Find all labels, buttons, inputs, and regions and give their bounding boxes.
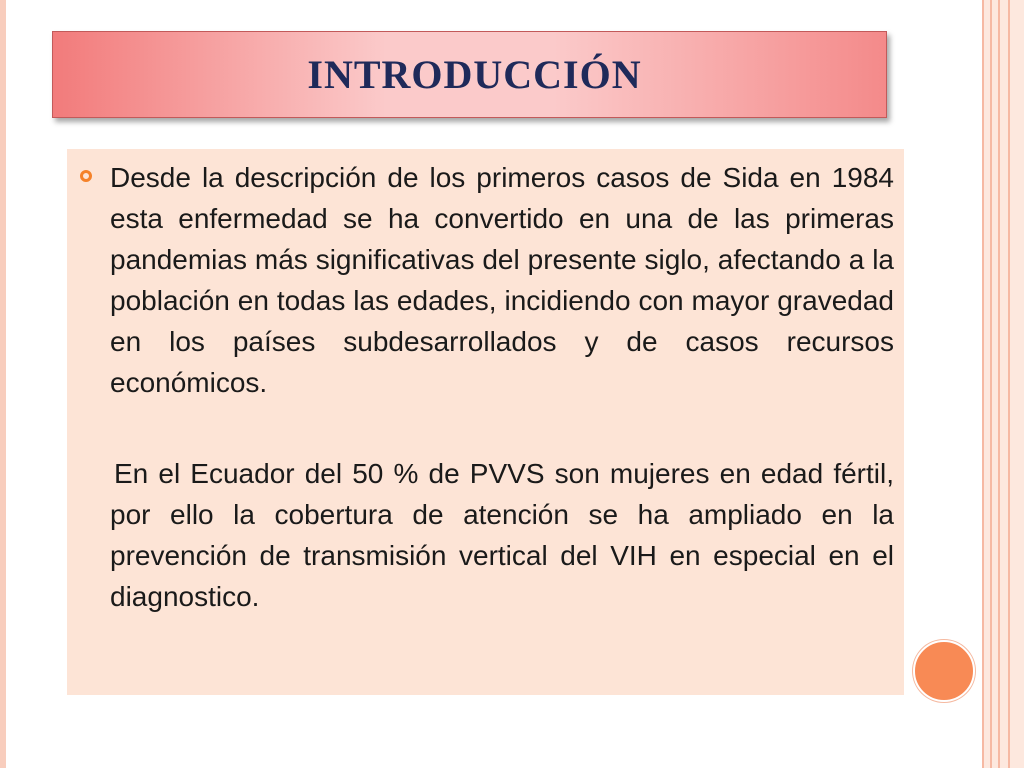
- paragraph-ecuador-pvvs: En el Ecuador del 50 % de PVVS son mujeres en edad fértil, por ello la cobertura de atención se ha ampliado en la prevención de transmisión vertical del VIH en especial en el diagnostico.: [110, 458, 894, 612]
- title-banner: [52, 31, 887, 118]
- bullet-icon: [80, 170, 92, 182]
- paragraph-sida-description: Desde la descripción de los primeros casos de Sida en 1984 esta enfermedad se ha convertido en una de las primeras pandemias más significativas del presente siglo, afectando a la población en todas las edades, incidiendo con mayor gravedad en los países subdesarrollados y de casos recursos económicos.: [110, 162, 894, 398]
- orange-circle-icon: [913, 640, 975, 702]
- decorative-right-stripes: [976, 0, 1024, 768]
- slide-left-border: [0, 0, 6, 768]
- slide-title: INTRODUCCIÓN: [307, 52, 642, 97]
